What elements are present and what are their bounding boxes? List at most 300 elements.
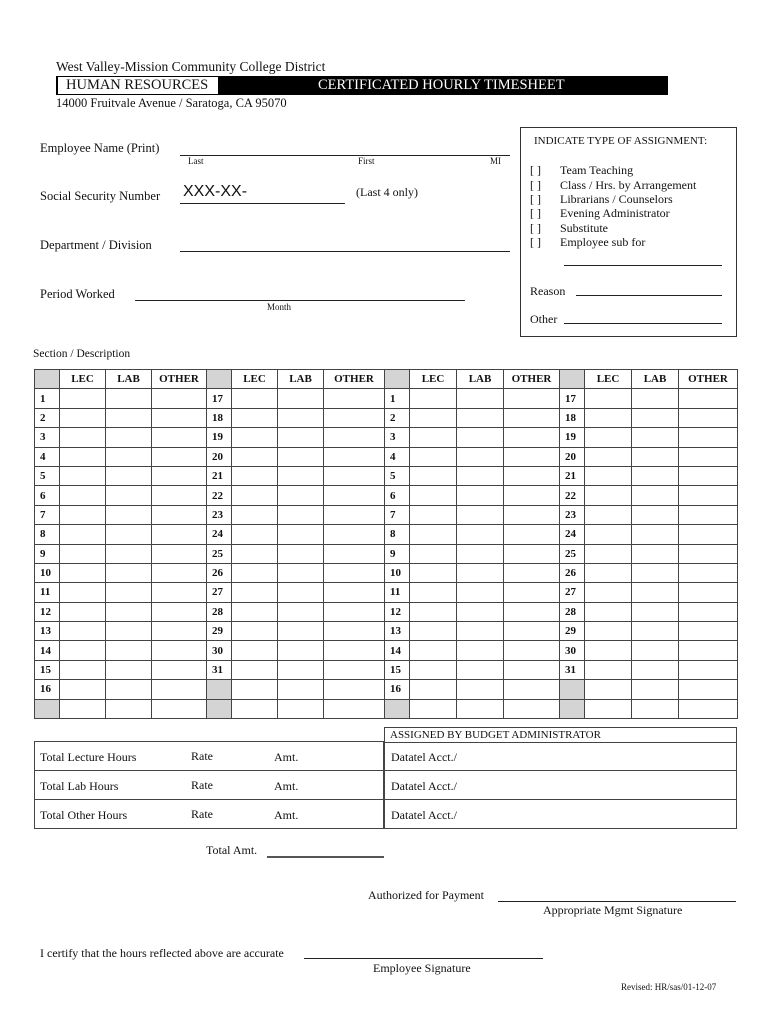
hours-cell[interactable] [410, 466, 457, 485]
hours-cell[interactable] [152, 563, 207, 582]
hours-cell[interactable] [504, 525, 560, 544]
day-number: 13 [385, 622, 410, 641]
lab-header: LAB [632, 370, 679, 389]
hours-cell[interactable] [585, 447, 632, 466]
hours-cell[interactable] [324, 447, 385, 466]
hours-cell[interactable] [632, 466, 679, 485]
hours-cell[interactable] [152, 622, 207, 641]
option-team-teaching[interactable] [530, 163, 633, 178]
hours-cell[interactable] [679, 583, 738, 602]
hours-cell[interactable] [410, 641, 457, 660]
hours-cell[interactable] [106, 544, 152, 563]
hours-cell[interactable] [504, 641, 560, 660]
checkbox[interactable]: [ ] [530, 163, 541, 177]
day-number: 2 [385, 408, 410, 427]
option-librarians[interactable] [530, 192, 673, 207]
grid-row [385, 486, 738, 505]
hours-cell[interactable] [679, 466, 738, 485]
option-class-hrs[interactable] [530, 178, 696, 193]
day-number [207, 699, 232, 718]
day-number: 1 [385, 389, 410, 408]
hours-cell[interactable] [410, 544, 457, 563]
hours-cell[interactable] [632, 680, 679, 699]
day-number: 9 [385, 544, 410, 563]
hours-cell[interactable] [232, 408, 278, 427]
day-number: 11 [385, 583, 410, 602]
day-number: 29 [207, 622, 232, 641]
day-number: 7 [385, 505, 410, 524]
hours-cell[interactable] [410, 660, 457, 679]
hours-cell[interactable] [60, 447, 106, 466]
ssn-value: XXX-XX- [183, 183, 248, 200]
hours-cell[interactable] [324, 660, 385, 679]
hours-cell[interactable] [278, 563, 324, 582]
hours-cell[interactable] [106, 699, 152, 718]
hours-cell[interactable] [632, 660, 679, 679]
other-header: OTHER [679, 370, 738, 389]
hours-cell[interactable] [679, 447, 738, 466]
day-number: 24 [560, 525, 585, 544]
amt-label: Amt. [274, 808, 299, 822]
hours-cell[interactable] [232, 641, 278, 660]
hours-cell[interactable] [632, 486, 679, 505]
hours-cell[interactable] [152, 660, 207, 679]
day-number: 9 [35, 544, 60, 563]
hours-cell[interactable] [60, 699, 106, 718]
hours-cell[interactable] [232, 563, 278, 582]
hours-cell[interactable] [457, 447, 504, 466]
sub-for-field[interactable] [564, 253, 722, 266]
mgmt-signature-label: Appropriate Mgmt Signature [543, 903, 683, 917]
hours-cell[interactable] [457, 544, 504, 563]
hours-cell[interactable] [60, 486, 106, 505]
day-number: 20 [207, 447, 232, 466]
hours-cell[interactable] [152, 583, 207, 602]
hours-cell[interactable] [106, 447, 152, 466]
hours-cell[interactable] [504, 583, 560, 602]
hours-cell[interactable] [504, 622, 560, 641]
hours-cell[interactable] [324, 428, 385, 447]
hours-cell[interactable] [60, 505, 106, 524]
day-number: 28 [207, 602, 232, 621]
hours-cell[interactable] [278, 466, 324, 485]
checkbox[interactable]: [ ] [530, 206, 541, 220]
day-number: 18 [560, 408, 585, 427]
hours-cell[interactable] [152, 428, 207, 447]
day-number: 15 [35, 660, 60, 679]
hours-cell[interactable] [585, 389, 632, 408]
hours-cell[interactable] [457, 486, 504, 505]
hours-cell[interactable] [504, 428, 560, 447]
reason-label: Reason [530, 284, 566, 298]
department-field[interactable] [180, 239, 510, 252]
hours-cell[interactable] [410, 525, 457, 544]
hours-cell[interactable] [410, 563, 457, 582]
hours-cell[interactable] [632, 389, 679, 408]
first-label: First [358, 156, 375, 166]
hours-cell[interactable] [152, 699, 207, 718]
hours-cell[interactable] [585, 622, 632, 641]
hours-cell[interactable] [278, 408, 324, 427]
hours-cell[interactable] [457, 428, 504, 447]
hours-cell[interactable] [585, 505, 632, 524]
hours-cell[interactable] [324, 583, 385, 602]
hours-cell[interactable] [324, 563, 385, 582]
hours-cell[interactable] [457, 680, 504, 699]
divider [384, 799, 737, 800]
hours-cell[interactable] [232, 602, 278, 621]
hours-cell[interactable] [106, 408, 152, 427]
hours-cell[interactable] [632, 544, 679, 563]
hours-cell[interactable] [232, 428, 278, 447]
hours-cell[interactable] [278, 602, 324, 621]
hours-cell[interactable] [278, 525, 324, 544]
hours-cell[interactable] [106, 466, 152, 485]
hours-cell[interactable] [679, 563, 738, 582]
hours-cell[interactable] [106, 660, 152, 679]
day-number [560, 680, 585, 699]
hours-cell[interactable] [278, 505, 324, 524]
hours-cell[interactable] [232, 389, 278, 408]
hours-cell[interactable] [457, 641, 504, 660]
hours-cell[interactable] [410, 583, 457, 602]
hours-cell[interactable] [60, 641, 106, 660]
hours-cell[interactable] [632, 505, 679, 524]
grid-row [35, 389, 385, 408]
datatel-acct-label[interactable]: Datatel Acct./ [391, 779, 457, 793]
hours-cell[interactable] [585, 660, 632, 679]
ssn-field[interactable] [180, 190, 345, 204]
section-label: Section / Description [33, 348, 131, 360]
hours-cell[interactable] [60, 602, 106, 621]
hours-cell[interactable] [278, 544, 324, 563]
hours-cell[interactable] [60, 583, 106, 602]
hours-cell[interactable] [152, 525, 207, 544]
hours-cell[interactable] [152, 505, 207, 524]
hours-cell[interactable] [504, 602, 560, 621]
option-label: Librarians / Counselors [560, 192, 673, 206]
day-number: 25 [207, 544, 232, 563]
hours-cell[interactable] [278, 622, 324, 641]
employee-name-field[interactable] [180, 143, 510, 156]
hours-cell[interactable] [60, 389, 106, 408]
hours-cell[interactable] [410, 622, 457, 641]
day-number: 4 [35, 447, 60, 466]
hours-cell[interactable] [632, 428, 679, 447]
hours-cell[interactable] [60, 622, 106, 641]
checkbox[interactable]: [ ] [530, 221, 541, 235]
option-employee-sub[interactable] [530, 235, 645, 250]
hours-cell[interactable] [410, 699, 457, 718]
day-number [560, 699, 585, 718]
hours-cell[interactable] [679, 525, 738, 544]
hours-cell[interactable] [232, 680, 278, 699]
total-lecture-label: Total Lecture Hours [40, 750, 137, 764]
hours-cell[interactable] [278, 389, 324, 408]
option-label: Team Teaching [560, 163, 634, 177]
hours-cell[interactable] [106, 525, 152, 544]
hours-cell[interactable] [232, 525, 278, 544]
hours-cell[interactable] [457, 622, 504, 641]
hours-cell[interactable] [410, 447, 457, 466]
grid-row [35, 525, 385, 544]
hours-cell[interactable] [585, 466, 632, 485]
hours-cell[interactable] [504, 466, 560, 485]
grid-row [385, 505, 738, 524]
hours-cell[interactable] [632, 447, 679, 466]
checkbox[interactable]: [ ] [530, 192, 541, 206]
hours-cell[interactable] [504, 544, 560, 563]
hours-cell[interactable] [632, 699, 679, 718]
hours-cell[interactable] [504, 699, 560, 718]
hours-cell[interactable] [632, 583, 679, 602]
hours-cell[interactable] [410, 428, 457, 447]
hours-cell[interactable] [585, 699, 632, 718]
district-name: West Valley-Mission Community College District [56, 59, 326, 74]
hours-cell[interactable] [152, 544, 207, 563]
hours-cell[interactable] [679, 389, 738, 408]
hours-cell[interactable] [679, 544, 738, 563]
day-number: 15 [385, 660, 410, 679]
hours-cell[interactable] [585, 408, 632, 427]
hours-cell[interactable] [324, 699, 385, 718]
hours-cell[interactable] [106, 680, 152, 699]
grid-row [385, 408, 738, 427]
hours-cell[interactable] [324, 622, 385, 641]
hours-cell[interactable] [679, 602, 738, 621]
hours-cell[interactable] [679, 505, 738, 524]
other-header: OTHER [324, 370, 385, 389]
hours-cell[interactable] [410, 680, 457, 699]
hours-cell[interactable] [457, 699, 504, 718]
hours-cell[interactable] [457, 525, 504, 544]
hours-cell[interactable] [278, 428, 324, 447]
hours-cell[interactable] [504, 389, 560, 408]
certify-label: I certify that the hours reflected above are accurate [40, 946, 284, 960]
day-number: 5 [385, 466, 410, 485]
hours-cell[interactable] [585, 680, 632, 699]
day-number [207, 680, 232, 699]
hours-cell[interactable] [504, 447, 560, 466]
hours-cell[interactable] [585, 486, 632, 505]
hours-cell[interactable] [585, 428, 632, 447]
day-number: 3 [35, 428, 60, 447]
hours-cell[interactable] [410, 602, 457, 621]
hours-cell[interactable] [324, 680, 385, 699]
hours-cell[interactable] [278, 699, 324, 718]
hours-cell[interactable] [410, 389, 457, 408]
grid-row [35, 466, 385, 485]
hours-cell[interactable] [679, 699, 738, 718]
hours-cell[interactable] [106, 583, 152, 602]
other-field[interactable] [564, 311, 722, 324]
day-number: 23 [560, 505, 585, 524]
hours-cell[interactable] [324, 602, 385, 621]
hours-cell[interactable] [278, 680, 324, 699]
hours-cell[interactable] [504, 563, 560, 582]
hours-cell[interactable] [457, 408, 504, 427]
day-number: 27 [207, 583, 232, 602]
hours-cell[interactable] [232, 660, 278, 679]
hours-cell[interactable] [324, 544, 385, 563]
hours-cell[interactable] [324, 525, 385, 544]
day-number: 1 [35, 389, 60, 408]
hours-cell[interactable] [457, 466, 504, 485]
hours-cell[interactable] [278, 660, 324, 679]
day-number: 8 [385, 525, 410, 544]
hours-cell[interactable] [60, 428, 106, 447]
hours-cell[interactable] [504, 408, 560, 427]
day-number: 29 [560, 622, 585, 641]
total-amt-field[interactable] [267, 856, 384, 858]
hours-cell[interactable] [232, 466, 278, 485]
mgmt-signature-field[interactable] [498, 889, 736, 902]
hours-cell[interactable] [106, 428, 152, 447]
other-header: OTHER [504, 370, 560, 389]
rate-label: Rate [191, 807, 213, 821]
hours-cell[interactable] [457, 583, 504, 602]
period-field[interactable] [135, 287, 465, 301]
hours-cell[interactable] [152, 680, 207, 699]
hours-cell[interactable] [632, 408, 679, 427]
hours-cell[interactable] [60, 466, 106, 485]
hours-cell[interactable] [679, 408, 738, 427]
hours-cell[interactable] [232, 583, 278, 602]
hours-cell[interactable] [410, 486, 457, 505]
hours-cell[interactable] [457, 389, 504, 408]
day-number: 31 [207, 660, 232, 679]
hours-cell[interactable] [679, 622, 738, 641]
lec-header: LEC [410, 370, 457, 389]
hours-cell[interactable] [106, 602, 152, 621]
hours-cell[interactable] [632, 641, 679, 660]
hours-cell[interactable] [60, 544, 106, 563]
day-number: 13 [35, 622, 60, 641]
amt-label: Amt. [274, 779, 299, 793]
hours-cell[interactable] [106, 641, 152, 660]
last-label: Last [188, 156, 204, 166]
hours-cell[interactable] [106, 622, 152, 641]
hours-cell[interactable] [106, 389, 152, 408]
grid-row [35, 660, 385, 679]
checkbox[interactable]: [ ] [530, 178, 541, 192]
reason-field[interactable] [576, 283, 722, 296]
revised-note: Revised: HR/sas/01-12-07 [621, 982, 717, 992]
hours-cell[interactable] [410, 408, 457, 427]
hours-cell[interactable] [278, 641, 324, 660]
hours-cell[interactable] [152, 447, 207, 466]
hours-cell[interactable] [504, 486, 560, 505]
other-label: Other [530, 312, 558, 326]
hours-cell[interactable] [106, 505, 152, 524]
hours-cell[interactable] [457, 602, 504, 621]
day-col-header [385, 370, 410, 389]
hours-cell[interactable] [232, 622, 278, 641]
hours-cell[interactable] [232, 486, 278, 505]
hours-cell[interactable] [457, 660, 504, 679]
hours-cell[interactable] [632, 622, 679, 641]
hours-cell[interactable] [324, 641, 385, 660]
hours-cell[interactable] [152, 602, 207, 621]
hours-cell[interactable] [504, 680, 560, 699]
amt-label: Amt. [274, 750, 299, 764]
datatel-acct-label[interactable]: Datatel Acct./ [391, 750, 457, 764]
lec-header: LEC [60, 370, 106, 389]
hours-cell[interactable] [585, 583, 632, 602]
grid-row [385, 428, 738, 447]
day-number: 21 [560, 466, 585, 485]
hours-cell[interactable] [60, 680, 106, 699]
hours-cell[interactable] [60, 408, 106, 427]
hours-cell[interactable] [324, 486, 385, 505]
option-substitute[interactable] [530, 221, 608, 236]
option-label: Class / Hrs. by Arrangement [560, 178, 697, 192]
hours-cell[interactable] [152, 641, 207, 660]
hours-cell[interactable] [324, 389, 385, 408]
hours-cell[interactable] [457, 505, 504, 524]
hours-cell[interactable] [60, 660, 106, 679]
hours-cell[interactable] [679, 680, 738, 699]
employee-signature-field[interactable] [304, 946, 543, 959]
hours-cell[interactable] [152, 389, 207, 408]
hours-cell[interactable] [278, 447, 324, 466]
grid-row [35, 680, 385, 699]
hours-cell[interactable] [152, 486, 207, 505]
hours-cell[interactable] [632, 563, 679, 582]
hours-cell[interactable] [679, 428, 738, 447]
hours-cell[interactable] [278, 486, 324, 505]
day-number [385, 699, 410, 718]
hours-cell[interactable] [457, 563, 504, 582]
hours-cell[interactable] [585, 641, 632, 660]
hours-cell[interactable] [585, 525, 632, 544]
hours-cell[interactable] [106, 486, 152, 505]
grid-row [35, 428, 385, 447]
hours-cell[interactable] [632, 525, 679, 544]
hours-cell[interactable] [278, 583, 324, 602]
datatel-acct-label[interactable]: Datatel Acct./ [391, 808, 457, 822]
hours-cell[interactable] [410, 505, 457, 524]
hours-cell[interactable] [232, 699, 278, 718]
hours-cell[interactable] [585, 602, 632, 621]
option-evening-admin[interactable] [530, 206, 670, 221]
hours-cell[interactable] [679, 486, 738, 505]
hours-cell[interactable] [585, 563, 632, 582]
hours-cell[interactable] [504, 505, 560, 524]
hours-cell[interactable] [679, 641, 738, 660]
hours-cell[interactable] [232, 447, 278, 466]
hours-cell[interactable] [106, 563, 152, 582]
hours-cell[interactable] [324, 408, 385, 427]
hours-cell[interactable] [60, 525, 106, 544]
day-number: 25 [560, 544, 585, 563]
hours-cell[interactable] [324, 505, 385, 524]
hours-cell[interactable] [152, 466, 207, 485]
checkbox[interactable]: [ ] [530, 235, 541, 249]
hours-cell[interactable] [152, 408, 207, 427]
hours-cell[interactable] [232, 505, 278, 524]
hours-cell[interactable] [232, 544, 278, 563]
hours-cell[interactable] [324, 466, 385, 485]
hours-cell[interactable] [632, 602, 679, 621]
hours-cell[interactable] [679, 660, 738, 679]
grid-row [385, 641, 738, 660]
hours-cell[interactable] [60, 563, 106, 582]
hours-cell[interactable] [504, 660, 560, 679]
grid-row [35, 583, 385, 602]
day-number: 14 [35, 641, 60, 660]
hours-cell[interactable] [585, 544, 632, 563]
